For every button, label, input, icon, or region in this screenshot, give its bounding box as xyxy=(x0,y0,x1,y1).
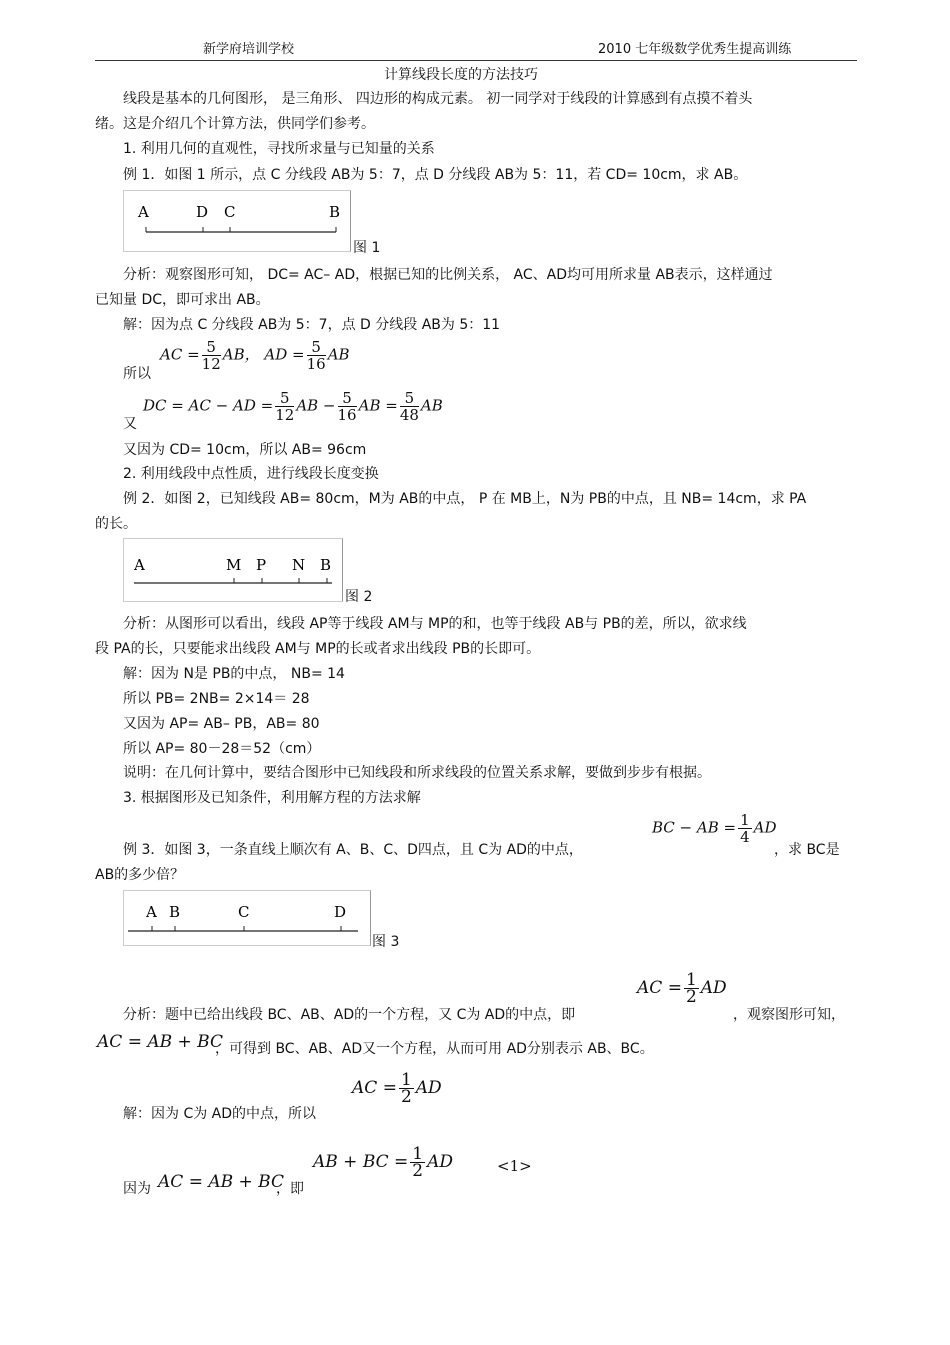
header-school: 新学府培训学校 xyxy=(203,42,295,57)
s2-analysis-1: 分析：从图形可以看出，线段 AP等于线段 AM与 MP的和，也等于线段 AB与 PB的差，所以，欲求线 xyxy=(123,616,747,632)
figure-3-segment xyxy=(124,891,370,945)
s3-formula-ac-sum: AC = AB + BC xyxy=(97,1032,223,1052)
fig1-point-b: B xyxy=(329,203,341,221)
s1-formula-ac-ad: AC = $\frac{5}{12}$ AB， AD = $\frac{5}{16}$ AB xyxy=(160,338,350,373)
s2-analysis-2: 段 PA的长，只要能求出线段 AM与 MP的长或者求出线段 PB的长即可。 xyxy=(95,641,541,657)
s3-analysis-b: ，观察图形可知， xyxy=(733,1007,845,1023)
fig3-point-b: B xyxy=(169,903,181,921)
fig2-point-p: P xyxy=(256,556,267,574)
s2-example-2: 的长。 xyxy=(95,516,137,532)
fig1-point-a: A xyxy=(138,203,149,221)
s2-line-1: 解：因为 N是 PB的中点， NB= 14 xyxy=(123,666,345,682)
s3-formula-bc-ab: BC − AB = $\frac{1}{4}$ AD xyxy=(652,811,777,846)
s2-heading: 2. 利用线段中点性质，进行线段长度变换 xyxy=(123,466,379,482)
s1-example: 例 1．如图 1 所示，点 C 分线段 AB为 5：7，点 D 分线段 AB为 5：11，若 CD= 10cm，求 AB。 xyxy=(123,167,748,183)
s2-line-3: 又因为 AP= AB– PB，AB= 80 xyxy=(123,716,320,732)
s3-formula-ac-sum-2: AC = AB + BC xyxy=(158,1172,284,1192)
intro-line-2: 绪。这是介绍几个计算方法，供同学们参考。 xyxy=(95,116,375,132)
figure-3 xyxy=(123,890,371,946)
fig3-point-a: A xyxy=(146,903,157,921)
s1-solution-1: 解：因为点 C 分线段 AB为 5：7，点 D 分线段 AB为 5：11 xyxy=(123,317,501,333)
s1-formula-dc: DC = AC − AD = $\frac{5}{12}$ AB − $\frac{5}{16}$ AB = $\frac{5}{48}$ AB xyxy=(143,389,443,424)
fig2-point-m: M xyxy=(226,556,242,574)
figure-1-segment xyxy=(124,191,350,251)
s3-solution-2a: 因为 xyxy=(123,1181,151,1197)
figure-2 xyxy=(123,538,343,602)
s3-example-b: ，求 BC是 xyxy=(774,842,840,858)
figure-2-segment xyxy=(124,539,342,601)
s3-formula-ac-half-2: AC = $\frac{1}{2}$ AD xyxy=(352,1070,442,1107)
fig3-point-c: C xyxy=(238,903,250,921)
s2-line-2: 所以 PB= 2NB= 2×14＝ 28 xyxy=(123,691,310,707)
s3-formula-sum-half: AB + BC = $\frac{1}{2}$ AD xyxy=(313,1144,454,1181)
fig3-point-d: D xyxy=(334,903,347,921)
s2-note: 说明：在几何计算中，要结合图形中已知线段和所求线段的位置关系求解，要做到步步有根据。 xyxy=(123,765,711,781)
s3-equation-tag: <1> xyxy=(497,1157,532,1175)
figure-3-label: 图 3 xyxy=(372,934,400,950)
s2-line-4: 所以 AP= 80－28＝52（cm） xyxy=(123,741,321,757)
s2-example-1: 例 2．如图 2，已知线段 AB= 80cm，M为 AB的中点， P 在 MB上，N为 PB的中点，且 NB= 14cm，求 PA xyxy=(123,491,807,507)
figure-1 xyxy=(123,190,351,252)
fig1-point-c: C xyxy=(224,203,236,221)
s3-analysis-a: 分析：题中已给出线段 BC、AB、AD的一个方程，又 C为 AD的中点，即 xyxy=(123,1007,576,1023)
s3-example-c: AB的多少倍？ xyxy=(95,867,185,883)
s3-heading: 3. 根据图形及已知条件，利用解方程的方法求解 xyxy=(123,790,421,806)
s3-analysis-c: ，可得到 BC、AB、AD又一个方程，从而可用 AD分别表示 AB、BC。 xyxy=(215,1041,654,1057)
s1-so-label: 所以 xyxy=(123,366,151,382)
fig2-point-b: B xyxy=(320,556,332,574)
fig1-point-d: D xyxy=(196,203,209,221)
s3-formula-ac-half: AC = $\frac{1}{2}$ AD xyxy=(637,970,727,1007)
intro-line-1: 线段是基本的几何图形， 是三角形、 四边形的构成元素。 初一同学对于线段的计算感到有点摸不着头 xyxy=(123,91,753,107)
s1-analysis-2: 已知量 DC，即可求出 AB。 xyxy=(95,292,270,308)
figure-2-label: 图 2 xyxy=(345,589,373,605)
fig2-point-n: N xyxy=(292,556,306,574)
s3-solution-2b: ，即 xyxy=(276,1181,304,1197)
s3-solution-1: 解：因为 C为 AD的中点，所以 xyxy=(123,1106,317,1122)
s1-analysis-1: 分析：观察图形可知， DC= AC– AD，根据已知的比例关系， AC、AD均可用所求量 AB表示，这样通过 xyxy=(123,267,773,283)
s1-heading: 1. 利用几何的直观性，寻找所求量与已知量的关系 xyxy=(123,141,435,157)
fig2-point-a: A xyxy=(134,556,145,574)
s1-also-label: 又 xyxy=(123,416,137,432)
s1-solution-end: 又因为 CD= 10cm，所以 AB= 96cm xyxy=(123,442,367,458)
header-course: 2010 七年级数学优秀生提高训练 xyxy=(598,42,792,57)
s3-example-a: 例 3．如图 3，一条直线上顺次有 A、B、C、D四点，且 C为 AD的中点， xyxy=(123,842,583,858)
figure-1-label: 图 1 xyxy=(353,240,381,256)
header-rule xyxy=(95,60,857,61)
page-title: 计算线段长度的方法技巧 xyxy=(384,67,538,83)
